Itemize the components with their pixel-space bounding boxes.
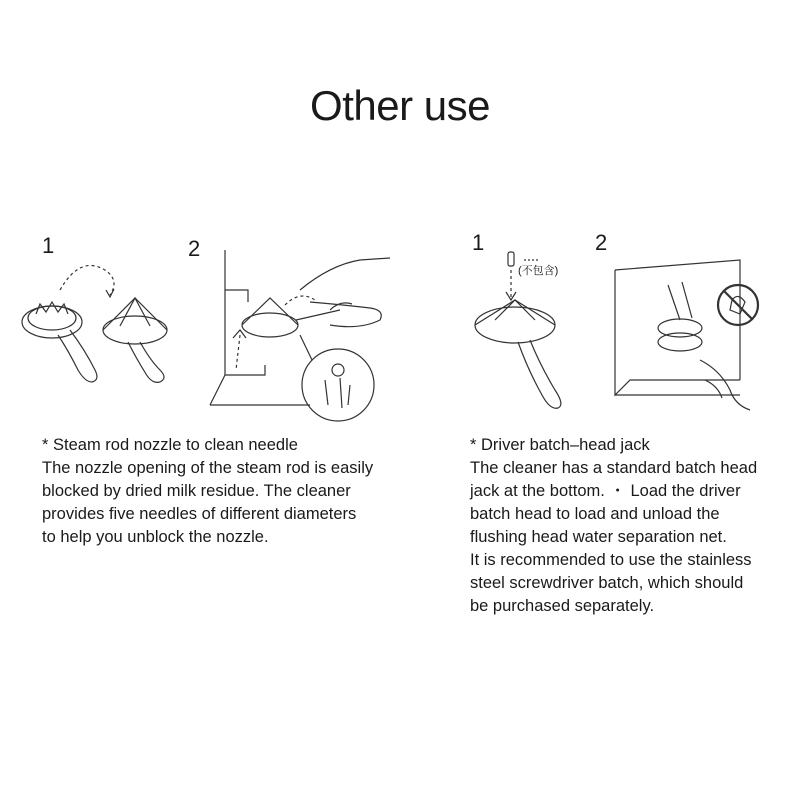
step-2-number: 2 — [595, 230, 608, 255]
right-caption-line: jack at the bottom. ・ Load the driver — [470, 482, 741, 500]
not-included-callout: (不包含) — [518, 265, 559, 277]
left-caption-line: * Steam rod nozzle to clean needle — [42, 436, 298, 454]
left-caption-line: The nozzle opening of the steam rod is easily — [42, 459, 374, 477]
right-caption-line: It is recommended to use the stainless — [470, 551, 752, 569]
left-caption-line: blocked by dried milk residue. The cleaner — [42, 482, 351, 500]
page-title: Other use — [310, 82, 490, 129]
right-caption-line: The cleaner has a standard batch head — [470, 459, 758, 477]
right-caption-line: batch head to load and unload the — [470, 505, 720, 523]
right-caption-line: steel screwdriver batch, which should — [470, 574, 744, 592]
step-1-number: 1 — [472, 230, 485, 255]
step-2-number: 2 — [188, 236, 201, 261]
right-caption-line: * Driver batch–head jack — [470, 436, 650, 454]
left-caption — [42, 434, 373, 549]
left-caption-line: to help you unblock the nozzle. — [42, 528, 269, 546]
nozzle-cleaning-illustration — [0, 230, 400, 430]
right-caption-line: be purchased separately. — [470, 597, 655, 615]
driver-jack-illustration — [400, 230, 800, 430]
right-caption-line: flushing head water separation net. — [470, 528, 727, 546]
right-caption — [470, 434, 757, 618]
left-caption-line: provides five needles of different diameters — [42, 505, 357, 523]
step-1-number: 1 — [42, 233, 55, 258]
